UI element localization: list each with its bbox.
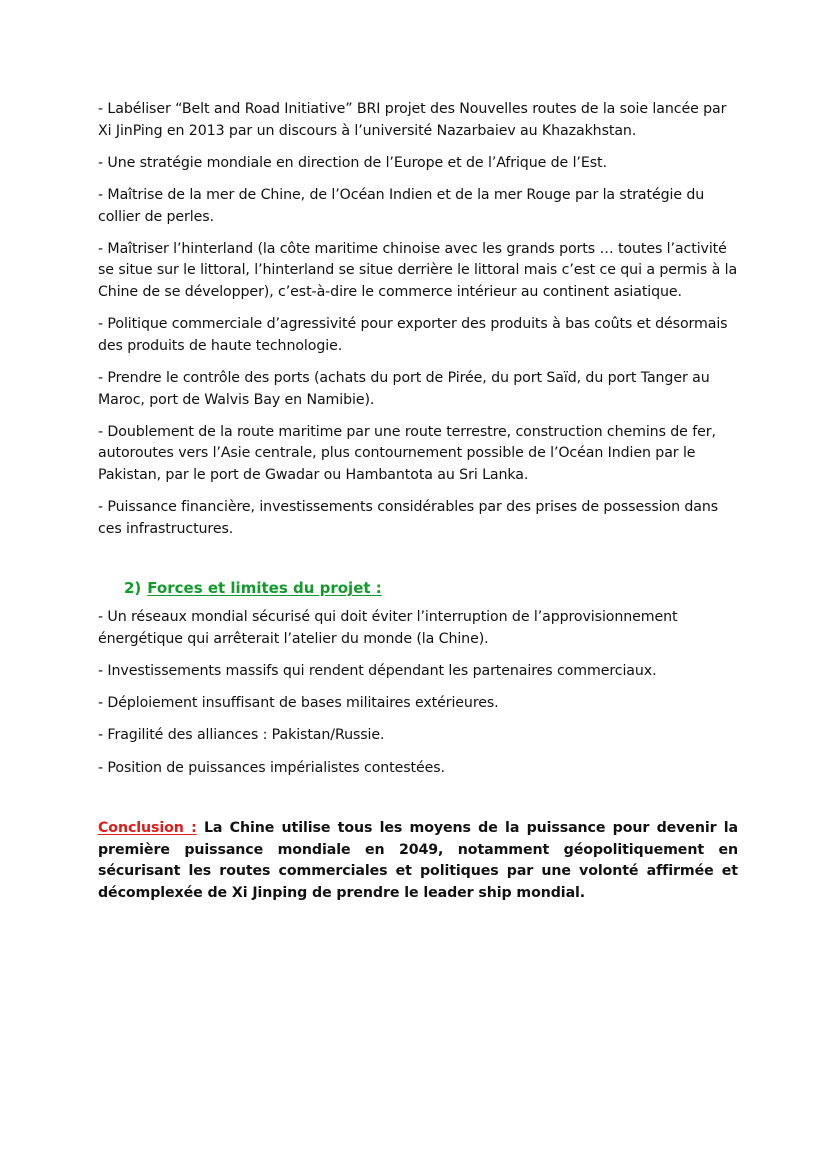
conclusion-label: Conclusion : <box>98 820 197 837</box>
list-item: - Doublement de la route maritime par une route terrestre, construction chemins de fer, autoroutes vers l’Asie centrale, plus contournement possible de l’Océan Indien par le Pakistan, par le port de Gwadar ou Hambantota au Sri Lanka. <box>98 423 716 483</box>
conclusion-paragraph <box>98 818 738 904</box>
list-item: - Politique commerciale d’agressivité pour exporter des produits à bas coûts et désormais des produits de haute technologie. <box>98 316 728 354</box>
section1-list <box>98 99 738 540</box>
list-item: - Investissements massifs qui rendent dépendant les partenaires commerciaux. <box>98 663 657 680</box>
document-page <box>98 99 738 919</box>
list-item: - Maîtrise de la mer de Chine, de l’Océan Indien et de la mer Rouge par la stratégie du collier de perles. <box>98 186 705 225</box>
section2-number: 2) <box>124 579 142 598</box>
list-item: - Un réseaux mondial sécurisé qui doit éviter l’interruption de l’approvisionnement énergétique qui arrêterait l’atelier du monde (la Chine). <box>98 609 678 647</box>
list-item: - Fragilité des alliances : Pakistan/Russie. <box>98 727 385 744</box>
section2-title: Forces et limites du projet : <box>147 579 382 598</box>
list-item: - Labéliser “Belt and Road Initiative” BRI projet des Nouvelles routes de la soie lancée par Xi JinPing en 2013 par un discours à l’université Nazarbaiev au Khazakhstan. <box>98 101 727 139</box>
list-item: - Position de puissances impérialistes contestées. <box>98 759 445 776</box>
list-item: - Prendre le contrôle des ports (achats du port de Pirée, du port Saïd, du port Tanger au Maroc, port de Walvis Bay en Namibie). <box>98 369 710 408</box>
section2-heading <box>124 577 738 599</box>
section2-list <box>98 607 738 779</box>
list-item: - Déploiement insuffisant de bases militaires extérieures. <box>98 695 499 712</box>
list-item: - Une stratégie mondiale en direction de l’Europe et de l’Afrique de l’Est. <box>98 154 607 171</box>
list-item: - Puissance financière, investissements considérables par des prises de possession dans ces infrastructures. <box>98 499 719 537</box>
conclusion-text: La Chine utilise tous les moyens de la puissance pour devenir la première puissance mondiale en 2049, notamment géopolitiquement en sécurisant les routes commerciales et politiques par une volonté affirmée et décomplexée de Xi Jinping de prendre le leader ship mondial. <box>98 820 739 901</box>
list-item: - Maîtriser l’hinterland (la côte maritime chinoise avec les grands ports … toutes l’activité se situe sur le littoral, l’hinterland se situe derrière le littoral mais c’est ce qui a permis à la Chine de se développer), c’est-à-dire le commerce intérieur au continent asiatique. <box>98 240 738 300</box>
